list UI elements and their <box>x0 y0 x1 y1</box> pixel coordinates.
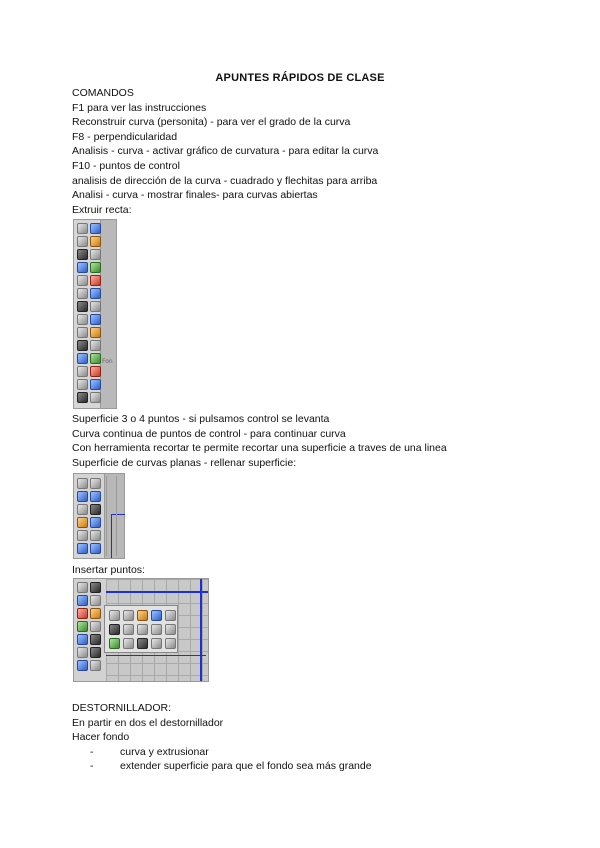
toolbar-tool-icon <box>90 504 101 515</box>
note-line: F8 - perpendicularidad <box>72 130 178 143</box>
toolbar-tool-icon <box>90 660 101 671</box>
toolbar-tool-icon <box>90 366 101 377</box>
toolbar-tool-icon <box>77 517 88 528</box>
toolbar-tool-icon <box>77 327 88 338</box>
note-line: F1 para ver las instrucciones <box>72 101 207 114</box>
toolbar-tool-icon <box>77 301 88 312</box>
toolbar-tool-icon <box>77 491 88 502</box>
toolbar-tool-icon <box>90 314 101 325</box>
note-line: Hacer fondo <box>72 731 130 744</box>
toolbar-tool-icon <box>165 624 176 635</box>
toolbar-tool-icon <box>90 379 101 390</box>
screwdriver-heading: DESTORNILLADOR: <box>72 702 171 714</box>
bullet-item: - curva y extrusionar <box>72 745 542 760</box>
toolbar-tool-icon <box>90 236 101 247</box>
toolbar-tool-icon <box>77 392 88 403</box>
page-title: APUNTES RÁPIDOS DE CLASE <box>215 72 385 84</box>
commands-section <box>72 86 542 217</box>
toolbar-tool-icon <box>90 595 101 606</box>
toolbar-screenshot-surface <box>73 473 125 559</box>
toolbar-tool-icon <box>90 340 101 351</box>
toolbar-tool-icon <box>90 478 101 489</box>
screwdriver-section <box>72 701 542 774</box>
toolbar-tool-icon <box>109 610 120 621</box>
toolbar-tool-icon <box>90 647 101 658</box>
toolbar-side-label: Fon <box>102 358 113 365</box>
toolbar-tool-icon <box>77 314 88 325</box>
toolbar-tool-icon <box>90 543 101 554</box>
toolbar-tool-icon <box>165 610 176 621</box>
toolbar-tool-icon <box>77 340 88 351</box>
toolbar-tool-icon <box>77 262 88 273</box>
bullet-list <box>72 745 542 774</box>
insert-points-label: Insertar puntos: <box>72 564 145 576</box>
toolbar-tool-icon <box>90 392 101 403</box>
toolbar-tool-icon <box>123 638 134 649</box>
toolbar-tool-icon <box>90 223 101 234</box>
toolbar-tool-icon <box>77 543 88 554</box>
toolbar-tool-icon <box>137 624 148 635</box>
note-line: Reconstruir curva (personita) - para ver el grado de la curva <box>72 116 351 129</box>
toolbar-tool-icon <box>90 275 101 286</box>
toolbar-tool-icon <box>77 223 88 234</box>
toolbar-tool-icon <box>90 530 101 541</box>
toolbar-tool-icon <box>151 638 162 649</box>
toolbar-tool-icon <box>123 624 134 635</box>
toolbar-tool-icon <box>165 638 176 649</box>
toolbar-tool-icon <box>77 595 88 606</box>
toolbar-tool-icon <box>90 262 101 273</box>
note-line: analisis de dirección de la curva - cuadrado y flechitas para arriba <box>72 174 378 187</box>
toolbar-tool-icon <box>90 353 101 364</box>
toolbar-tool-icon <box>77 621 88 632</box>
toolbar-tool-icon <box>77 236 88 247</box>
toolbar-tool-icon <box>77 353 88 364</box>
extrude-label: Extruir recta: <box>72 203 132 216</box>
toolbar-tool-icon <box>90 582 101 593</box>
note-line: Con herramienta recortar te permite recortar una superficie a traves de una linea <box>72 442 447 455</box>
toolbar-tool-icon <box>77 660 88 671</box>
toolbar-tool-icon <box>90 288 101 299</box>
toolbar-tool-icon <box>77 504 88 515</box>
toolbar-tool-icon <box>123 610 134 621</box>
toolbar-tool-icon <box>90 621 101 632</box>
toolbar-tool-icon <box>137 610 148 621</box>
toolbar-tool-icon <box>90 301 101 312</box>
note-line: F10 - puntos de control <box>72 159 180 172</box>
toolbar-tool-icon <box>90 634 101 645</box>
note-line: Curva continua de puntos de control - para continuar curva <box>72 427 346 440</box>
note-line: Superficie 3 o 4 puntos - si pulsamos control se levanta <box>72 413 330 425</box>
toolbar-tool-icon <box>151 610 162 621</box>
toolbar-tool-icon <box>137 638 148 649</box>
toolbar-tool-icon <box>77 647 88 658</box>
note-line: Analisis - curva - activar gráfico de curvatura - para editar la curva <box>72 145 379 158</box>
toolbar-tool-icon <box>77 249 88 260</box>
toolbar-tool-icon <box>77 288 88 299</box>
toolbar-screenshot-extrude <box>73 219 117 409</box>
note-line: Superficie de curvas planas - rellenar superficie: <box>72 456 297 469</box>
toolbar-tool-icon <box>77 634 88 645</box>
note-line: Analisi - curva - mostrar finales- para curvas abiertas <box>72 189 318 202</box>
commands-heading: COMANDOS <box>72 87 134 99</box>
toolbar-screenshot-insert-points <box>73 578 209 682</box>
toolbar-tool-icon <box>77 530 88 541</box>
toolbar-tool-icon <box>90 517 101 528</box>
surface-section <box>72 412 542 470</box>
toolbar-tool-icon <box>77 478 88 489</box>
toolbar-tool-icon <box>109 638 120 649</box>
toolbar-tool-icon <box>90 491 101 502</box>
toolbar-tool-icon <box>77 582 88 593</box>
toolbar-tool-icon <box>77 366 88 377</box>
toolbar-tool-icon <box>77 379 88 390</box>
toolbar-tool-icon <box>77 275 88 286</box>
toolbar-tool-icon <box>109 624 120 635</box>
bullet-item: - extender superficie para que el fondo sea más grande <box>72 759 542 774</box>
note-line: En partir en dos el destornillador <box>72 716 224 729</box>
toolbar-tool-icon <box>90 327 101 338</box>
toolbar-tool-icon <box>77 608 88 619</box>
toolbar-tool-icon <box>90 249 101 260</box>
toolbar-tool-icon <box>90 608 101 619</box>
toolbar-tool-icon <box>151 624 162 635</box>
